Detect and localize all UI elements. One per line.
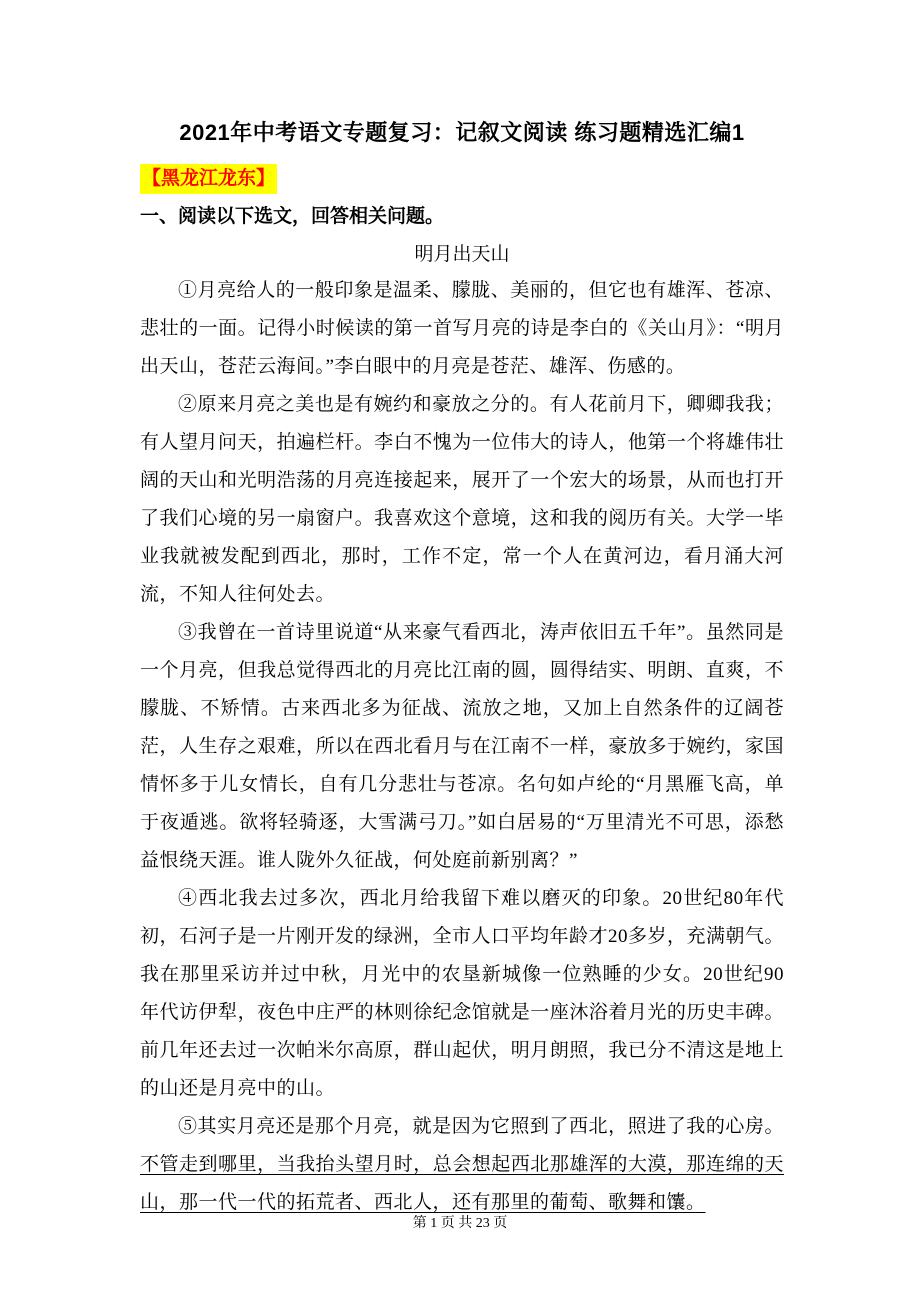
page-footer — [0, 1212, 920, 1232]
document-title: 2021年中考语文专题复习：记叙文阅读 练习题精选汇编1 — [179, 120, 745, 145]
region-tag: 【黑龙江龙东】 — [140, 164, 277, 194]
article-paragraph-3: ③我曾在一首诗里说道“从来豪气看西北，涛声依旧五千年”。虽然同是一个月亮，但我总觉得西北的月亮比江南的圆，圆得结实、明朗、直爽，不朦胧、不矫情。古来西北多为征战、流放之地，又加上自然条件的辽阔苍茫，人生存之艰难，所以在西北看月与在江南不一样，豪放多于婉约，家国情怀多于儿女情长，自有几分悲壮与苍凉。名句如卢纶的“月黑雁飞高，单于夜遁逃。欲将轻骑逐，大雪满弓刀。”如白居易的“万里清光不可思，添愁益恨绕天涯。谁人陇外久征战，何处庭前新别离？” — [140, 622, 784, 871]
final-paragraph-underlined-text: 不管走到哪里，当我抬头望月时，总会想起西北那雄浑的大漠，那连绵的天山，那一代一代的拓荒者、西北人，还有那里的葡萄、歌舞和馕。 — [140, 1154, 784, 1213]
region-tag-line — [140, 164, 784, 194]
page-number-indicator: 第 1 页 共 23 页 — [412, 1216, 508, 1231]
section-heading: 一、阅读以下选文，回答相关问题。 — [140, 206, 445, 227]
article-paragraph-4: ④西北我去过多次，西北月给我留下难以磨灭的印象。20世纪80年代初，石河子是一片刚开发的绿洲，全市人口平均年龄才20多岁，充满朝气。我在那里采访并过中秋，月光中的农垦新城像一位熟睡的少女。20世纪90年代访伊犁，夜色中庄严的林则徐纪念馆就是一座沐浴着月光的历史丰碑。前几年还去过一次帕米尔高原，群山起伏，明月朗照，我已分不清这是地上的山还是月亮中的山。 — [140, 888, 785, 1099]
final-paragraph-normal-text: ⑤其实月亮还是那个月亮，就是因为它照到了西北，照进了我的心房。 — [178, 1116, 784, 1137]
article-title: 明月出天山 — [414, 244, 510, 265]
article-paragraph-2: ②原来月亮之美也是有婉约和豪放之分的。有人花前月下，卿卿我我；有人望月问天，拍遍栏杆。李白不愧为一位伟大的诗人，他第一个将雄伟壮阔的天山和光明浩荡的月亮连接起来，展开了一个宏大的场景，从而也打开了我们心境的另一扇窗户。我喜欢这个意境，这和我的阅历有关。大学一毕业我就被发配到西北，那时，工作不定，常一个人在黄河边，看月涌大河流，不知人往何处去。 — [140, 394, 784, 605]
article-paragraph-1: ①月亮给人的一般印象是温柔、朦胧、美丽的，但它也有雄浑、苍凉、悲壮的一面。记得小时候读的第一首写月亮的诗是李白的《关山月》：“明月出天山，苍茫云海间。”李白眼中的月亮是苍茫、雄浑、伤感的。 — [140, 280, 784, 377]
article-paragraph-5 — [140, 1108, 784, 1222]
